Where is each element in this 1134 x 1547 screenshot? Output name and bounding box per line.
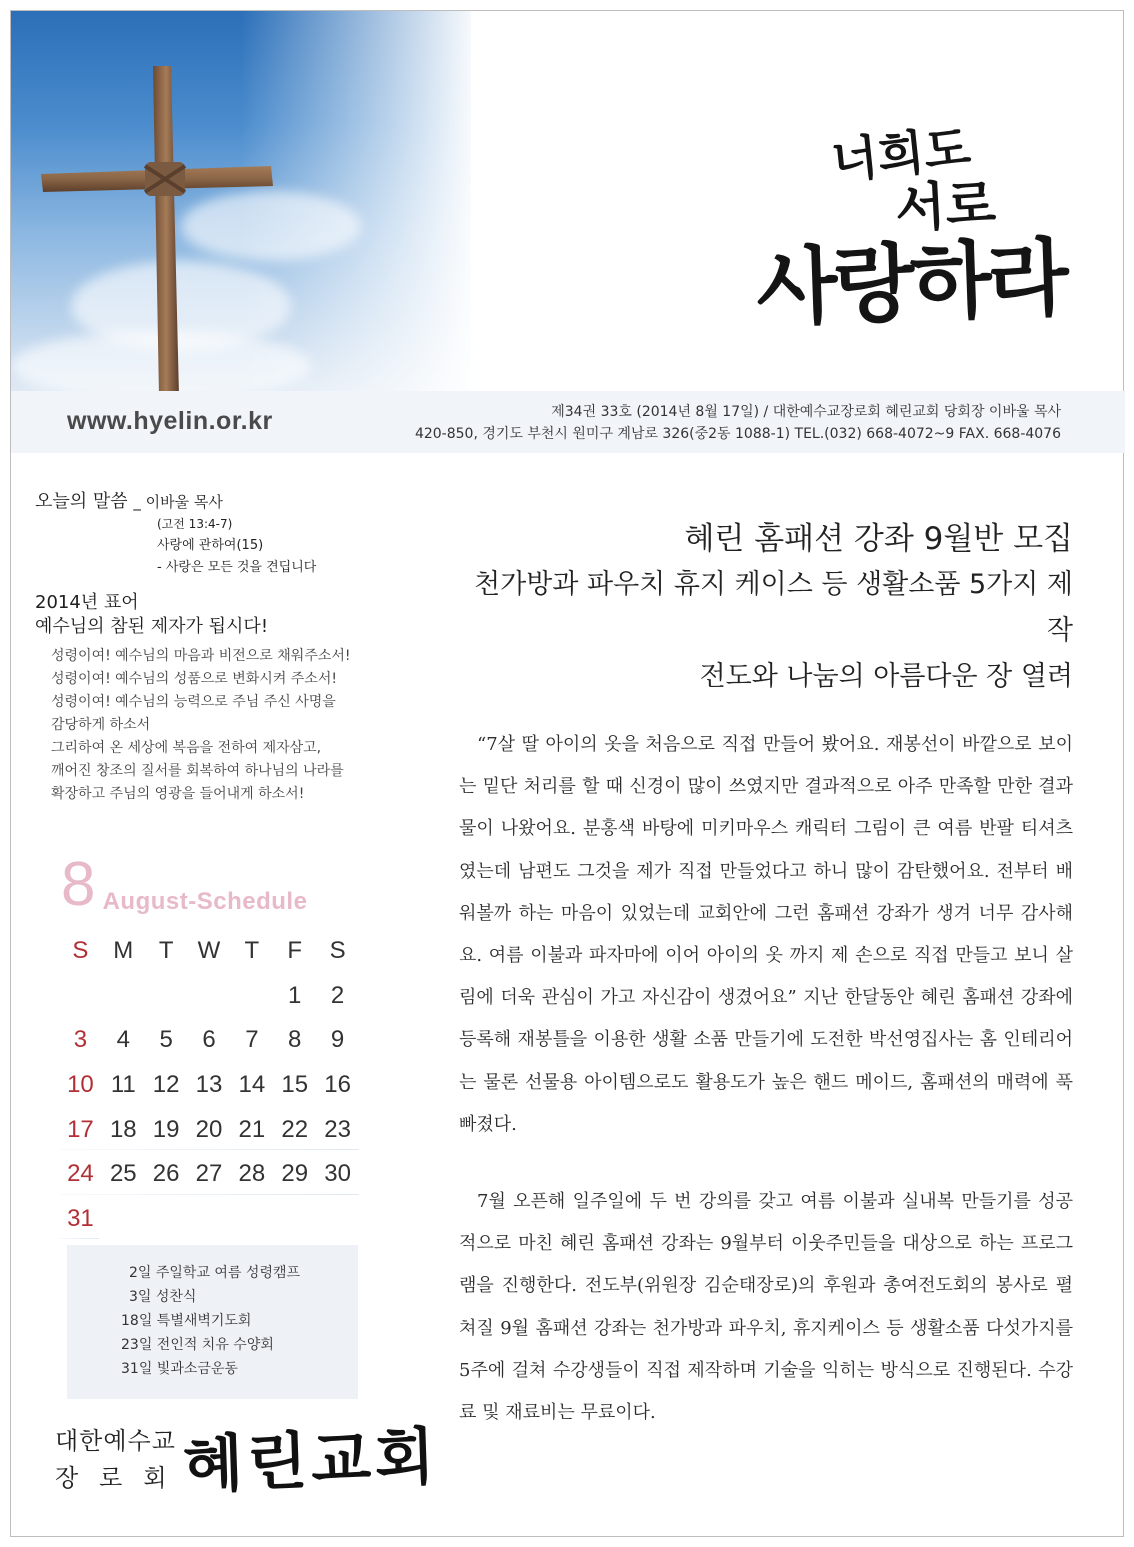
calendar-weekday: T <box>158 937 174 965</box>
calligraphy-line: 서로 <box>893 173 997 240</box>
calendar-day: 4 <box>116 1026 130 1054</box>
calendar-day: 31 <box>67 1204 94 1232</box>
event-item: 18일 특별새벽기도회 <box>121 1313 252 1329</box>
calendar-day: 28 <box>238 1160 266 1188</box>
event-item: 2일 주일학교 여름 성령캠프 <box>129 1265 301 1281</box>
calendar-day: 30 <box>324 1160 351 1188</box>
prayer-line: 그리하여 온 세상에 복음을 전하여 제자삼고, <box>51 740 322 756</box>
calendar-grid <box>59 929 359 1241</box>
calendar-day: 12 <box>152 1071 180 1099</box>
prayer-line: 깨어진 창조의 질서를 회복하여 하나님의 나라를 <box>51 763 344 779</box>
calendar-day: 23 <box>324 1115 351 1143</box>
calendar-day: 17 <box>67 1115 94 1143</box>
calendar-day: 15 <box>281 1071 309 1099</box>
events-box <box>67 1245 358 1399</box>
header-banner <box>11 11 1125 391</box>
calendar-day: 18 <box>109 1115 137 1143</box>
calendar-day: 2 <box>330 981 345 1009</box>
todays-word-pastor: _ 이바울 목사 <box>133 493 223 511</box>
calendar-weekday: F <box>287 937 303 965</box>
prayer-line: 감당하게 하소서 <box>51 717 151 733</box>
calendar-weekday: T <box>244 937 260 965</box>
article-paragraph: “7살 딸 아이의 옷을 처음으로 직접 만들어 봤어요. 재봉선이 바깥으로 보이는 밑단 처리를 할 때 신경이 많이 쓰였지만 결과적으로 아주 만족할 만한 결과물이 나왔어요. 분홍색 바탕에 미키마우스 캐릭터 그림이 큰 여름 반팔 티셔츠였는데 남편도 그것을 제가 직접 만들었다고 하니 많이 감탄했어요. 전부터 배워볼까 하는 마음이 있었는데 교회안에 그런 홈패션 강좌가 생겨 너무 감사해요. 여름 이불과 파자마에 이어 아이의 옷 까지 제 손으로 직접 만들고 보니 살림에 더욱 관심이 가고 자신감이 생겼어요” 지난 한달동안 혜린 홈패션 강좌에 등록해 재봉틀을 이용한 생활 소품 만들기에 도전한 박선영집사는 홈 인테리어는 물론 선물용 아이템으로도 활용도가 높은 핸드 메이드, 홈패션의 매력에 푹 빠졌다. <box>459 734 1073 1135</box>
todays-word-details <box>157 513 395 579</box>
calendar-day: 26 <box>152 1160 180 1188</box>
calendar-row-rule <box>59 1149 359 1150</box>
calendar-week-row <box>59 1197 359 1242</box>
prayer-line: 성령이여! 예수님의 성품으로 변화시켜 주소서! <box>51 671 337 687</box>
calendar-day: 16 <box>324 1071 351 1099</box>
calendar-day: 20 <box>195 1115 223 1143</box>
article <box>459 516 1073 1424</box>
calendar-row-rule <box>59 1238 99 1239</box>
calendar-week-row <box>59 1063 359 1108</box>
sidebar <box>35 487 395 806</box>
article-subtitle: 천가방과 파우치 휴지 케이스 등 생활소품 5가지 제작 <box>474 569 1073 646</box>
calendar-day: 8 <box>288 1026 302 1054</box>
calendar-weekday: S <box>72 937 89 965</box>
calligraphy-line: 너희도 <box>828 119 974 191</box>
motto-title: 2014년 표어 <box>35 592 139 613</box>
calendar-weekday: S <box>329 937 346 965</box>
calendar-day: 5 <box>159 1026 173 1054</box>
site-url[interactable]: www.hyelin.or.kr <box>67 407 273 435</box>
calendar-weekday-row <box>59 929 359 974</box>
prayer-line: 성령이여! 예수님의 마음과 비전으로 채워주소서! <box>51 648 351 664</box>
church-logo: 혜린교회 <box>181 1419 440 1502</box>
todays-word-heading <box>35 487 395 513</box>
calendar-day: 9 <box>330 1026 345 1054</box>
prayer-line: 성령이여! 예수님의 능력으로 주님 주신 사명을 <box>51 694 336 710</box>
calendar-day: 25 <box>109 1160 137 1188</box>
page-frame <box>10 10 1124 1537</box>
calendar-day: 1 <box>288 981 302 1009</box>
calendar-day: 6 <box>202 1026 216 1054</box>
denomination-line: 장로회 <box>55 1464 188 1492</box>
calendar-day: 11 <box>110 1071 136 1099</box>
calendar-day: 29 <box>281 1160 309 1188</box>
scripture-reference: (고전 13:4-7) <box>157 517 233 531</box>
article-paragraph: 7월 오픈해 일주일에 두 번 강의를 갖고 여름 이불과 실내복 만들기를 성공적으로 마친 혜린 홈패션 강좌는 9월부터 이웃주민들을 대상으로 하는 프로그램을 진행한다. 전도부(위원장 김순태장로)의 후원과 총여전도회의 봉사로 펼쳐질 9월 홈패션 강좌는 천가방과 파우치, 휴지케이스 등 생활소품 다섯가지를 5주에 걸쳐 수강생들이 직접 제작하며 기술을 익히는 방식으로 진행된다. 수강료 및 재료비는 무료이다. <box>459 1191 1073 1424</box>
calligraphy-title <box>745 116 1067 338</box>
calendar-week-row <box>59 1018 359 1063</box>
sermon-subtitle: - 사랑은 모든 것을 견딥니다 <box>157 560 317 575</box>
calendar-day: 3 <box>73 1026 88 1054</box>
calendar-weekday: M <box>113 937 134 965</box>
prayer-line: 확장하고 주님의 영광을 들어내게 하소서! <box>51 786 305 802</box>
calendar-heading <box>61 850 308 919</box>
event-item: 31일 빛과소금운동 <box>121 1361 238 1377</box>
issue-line: 제34권 33호 (2014년 8월 17일) / 대한예수교장로회 혜린교회 당회장 이바울 목사 <box>551 404 1061 420</box>
motto-text: 예수님의 참된 제자가 됩시다! <box>35 616 269 637</box>
calendar-day: 14 <box>238 1071 266 1099</box>
event-item: 3일 성찬식 <box>129 1289 197 1305</box>
calendar-weekday: W <box>197 937 221 965</box>
calendar-day: 10 <box>67 1071 94 1099</box>
denomination-name <box>55 1421 188 1493</box>
event-item: 23일 전인적 치유 수양회 <box>121 1337 274 1353</box>
calendar-day: 21 <box>238 1115 266 1143</box>
denomination-line: 대한예수교 <box>55 1427 176 1455</box>
calendar-day: 13 <box>195 1071 223 1099</box>
calendar-week-row <box>59 1107 359 1152</box>
issue-info <box>415 401 1061 445</box>
calligraphy-line: 사랑하라 <box>754 227 1067 338</box>
wooden-cross-icon <box>41 66 301 391</box>
prayer-text <box>51 645 371 806</box>
article-subtitle: 전도와 나눔의 아름다운 장 열려 <box>699 661 1073 692</box>
calendar-row-rule <box>59 1194 359 1195</box>
calendar-week-row <box>59 974 359 1019</box>
article-title: 혜린 홈패션 강좌 9월반 모집 <box>684 521 1073 557</box>
todays-word-title: 오늘의 말씀 <box>35 491 128 512</box>
calendar-week-row <box>59 1152 359 1197</box>
calendar-month-number: 8 <box>61 850 96 919</box>
address-line: 420-850, 경기도 부천시 원미구 계남로 326(중2동 1088-1) TEL.(032) 668-4072~9 FAX. 668-4076 <box>414 426 1061 442</box>
calendar-day: 27 <box>195 1160 223 1188</box>
calendar-day: 19 <box>152 1115 180 1143</box>
calendar-day: 22 <box>281 1115 309 1143</box>
sermon-topic: 사랑에 관하여(15) <box>157 538 264 553</box>
calendar-day: 7 <box>245 1026 259 1054</box>
calendar-title: August-Schedule <box>102 888 308 915</box>
calendar-day: 24 <box>67 1160 94 1188</box>
